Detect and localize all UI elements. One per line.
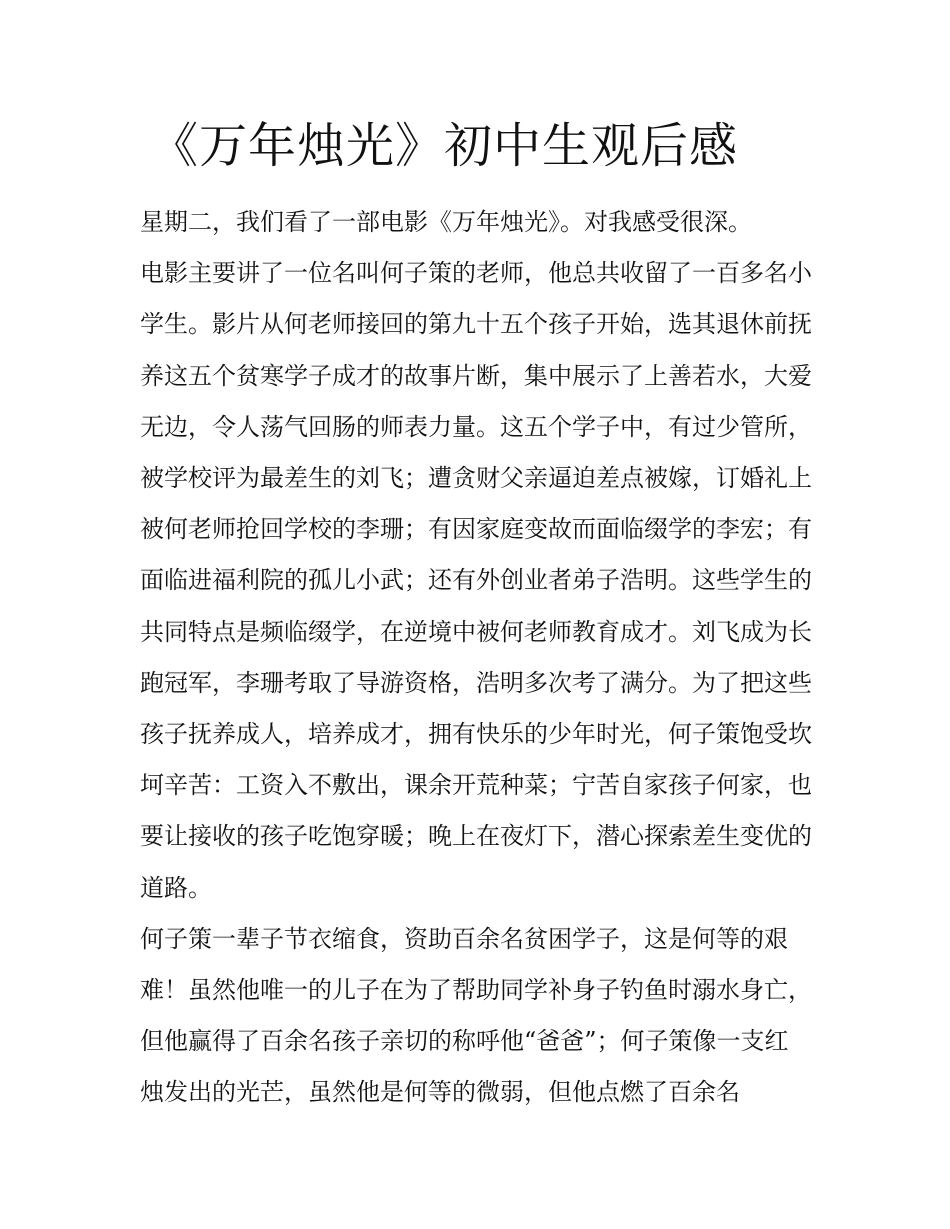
page-title: 《万年烛光》初中生观后感: [150, 118, 739, 174]
paragraph-3: 何子策一辈子节衣缩食，资助百余名贫困学子，这是何等的艰难！虽然他唯一的儿子在为了帮助同学补身子钓鱼时溺水身亡，但他赢得了百余名孩子亲切的称呼他“爸爸”；何子策像一支红烛发出的光芒，虽然他是何等的微弱，但他点燃了百余名: [140, 924, 812, 1107]
paragraph-2: 电影主要讲了一位名叫何子策的老师，他总共收留了一百多名小学生。影片从何老师接回的第九十五个孩子开始，选其退休前抚养这五个贫寒学子成才的故事片断，集中展示了上善若水，大爱无边，令人荡气回肠的师表力量。这五个学子中，有过少管所，被学校评为最差生的刘飞；遭贪财父亲逼迫差点被嫁，订婚礼上被何老师抢回学校的李珊；有因家庭变故而面临缀学的李宏；有面临进福利院的孤儿小武；还有外创业者弟子浩明。这些学生的共同特点是频临缀学，在逆境中被何老师教育成才。刘飞成为长跑冠军，李珊考取了导游资格，浩明多次考了满分。为了把这些孩子抚养成人，培养成才，拥有快乐的少年时光，何子策饱受坎坷辛苦：工资入不敷出，课余开荒种菜；宁苦自家孩子何家，也要让接收的孩子吃饱穿暖；晚上在夜灯下，潜心探索差生变优的道路。: [140, 259, 812, 902]
article-body: [140, 197, 812, 1119]
paragraph-1: 星期二，我们看了一部电影《万年烛光》。对我感受很深。: [140, 208, 752, 236]
